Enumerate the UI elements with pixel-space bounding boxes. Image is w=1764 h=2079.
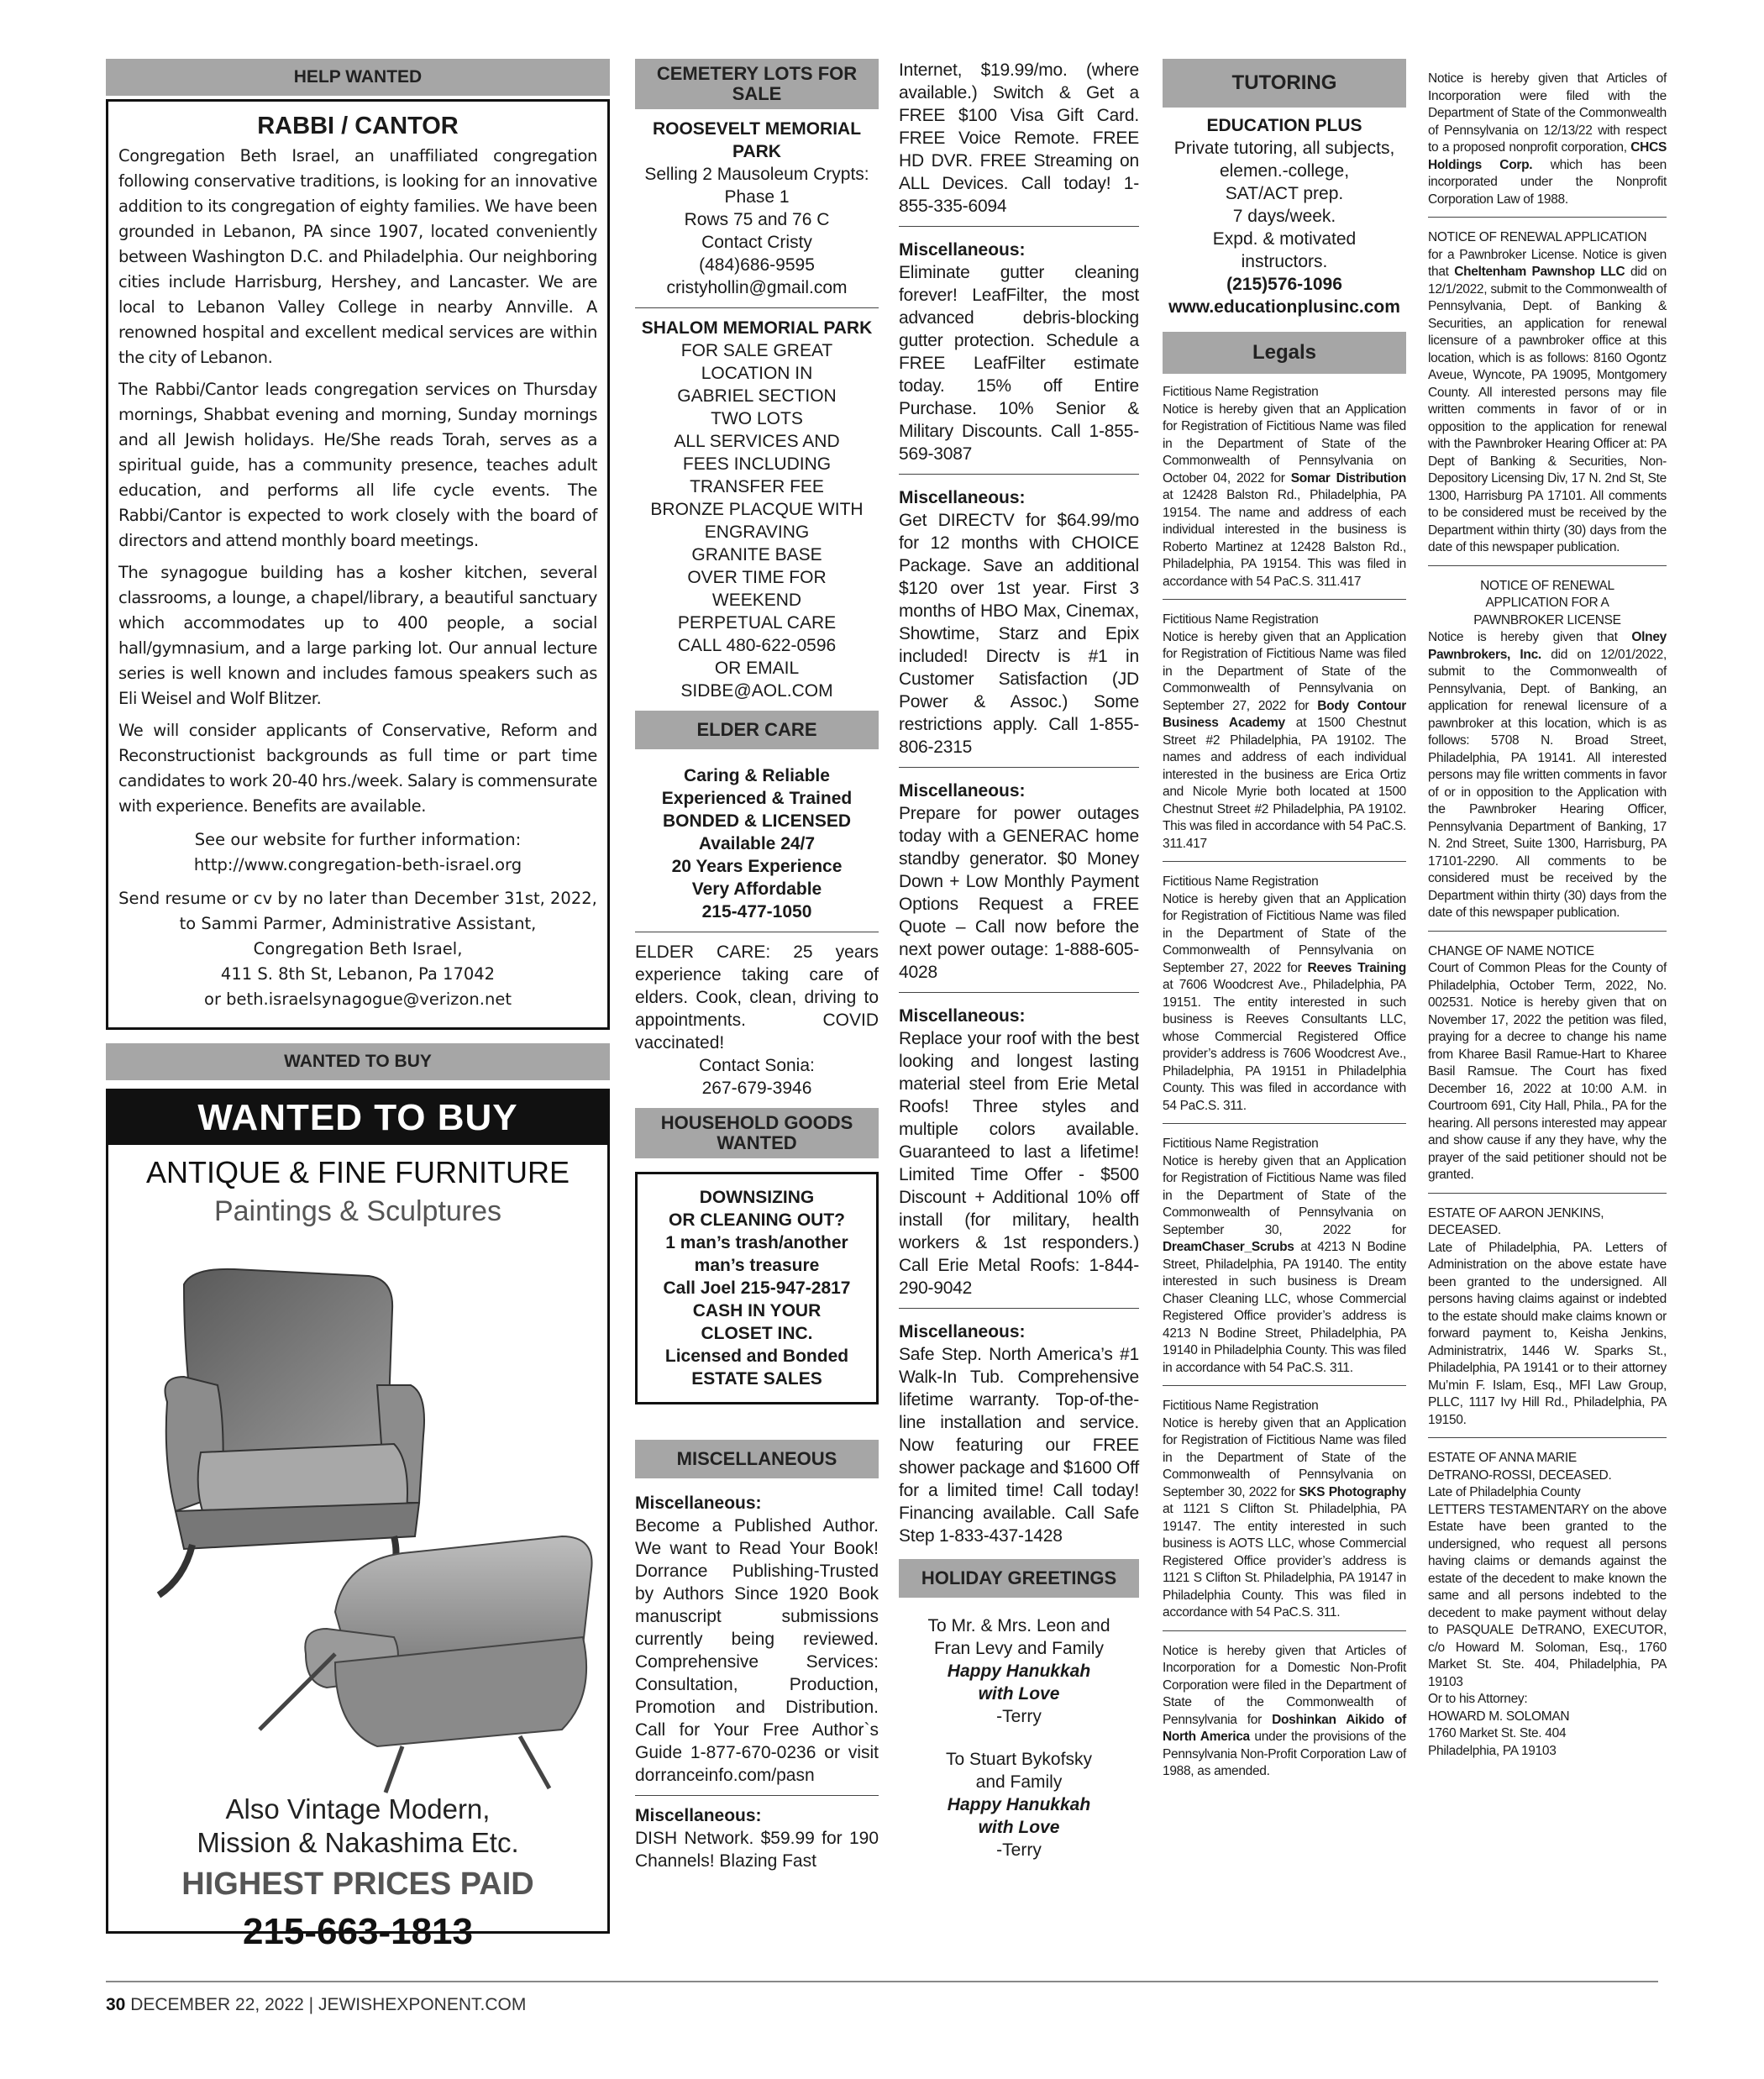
rabbi-website <box>118 827 597 878</box>
column-3 <box>899 59 1139 1861</box>
footer-divider <box>106 1981 1658 1982</box>
legal-notice <box>1428 71 1667 208</box>
tutoring-ad <box>1163 114 1406 318</box>
divider <box>635 1795 879 1796</box>
divider <box>1428 1193 1667 1194</box>
greeting-sign: -Terry <box>996 1707 1042 1726</box>
column-5 <box>1428 71 1667 1760</box>
vintage-line: Also Vintage Modern, <box>225 1793 491 1824</box>
legal-text: Notice is hereby given that an Application for Registration of Fictitious Name was filed in the Department of State of the Commonwealth of Pennsylvania on September 27, 2022 for <box>1163 891 1406 975</box>
shalom-line: GRANITE BASE <box>691 545 822 564</box>
elder-contact <box>635 1054 879 1100</box>
household-line: DOWNSIZING <box>699 1188 815 1207</box>
greeting-wish: with Love <box>978 1818 1060 1837</box>
buy-subtitle-2: Paintings & Sculptures <box>213 1195 502 1227</box>
legal-notice <box>1163 874 1406 1115</box>
send-line: to Sammi Parmer, Administrative Assistant, <box>179 914 537 933</box>
legal-title: DeTRANO-ROSSI, DECEASED. <box>1428 1467 1612 1483</box>
shalom-line: GABRIEL SECTION <box>677 386 837 406</box>
legal-text: Notice is hereby given that an Application for Registration of Fictitious Name was filed in the Department of State of the Commonwealth of Pennsylvania on October 04, 2022 for <box>1163 402 1406 486</box>
legal-business-name: SKS Photography <box>1299 1484 1406 1499</box>
divider <box>899 767 1139 768</box>
legals-header: Legals <box>1163 332 1406 374</box>
legal-business-name: Somar Distribution <box>1290 470 1406 486</box>
greeting-line: To Mr. & Mrs. Leon and <box>927 1616 1110 1635</box>
elder-care-text: ELDER CARE: 25 years experience taking care of elders. Cook, clean, driving to appointments. COVID vaccinated! <box>635 942 879 1053</box>
shalom-line: TWO LOTS <box>711 409 803 428</box>
legal-notice <box>1428 578 1667 922</box>
legal-notice <box>1163 384 1406 591</box>
dish-continued: Internet, $19.99/mo. (where available.) Switch & Get a FREE $100 Visa Gift Card. FREE Voice Remote. FREE HD DVR. FREE Streaming on ALL Devices. Call today! 1-855-335-6094 <box>899 60 1139 216</box>
roosevelt-ad <box>635 118 879 299</box>
divider <box>899 226 1139 227</box>
rabbi-paragraph-4: We will consider applicants of Conservative, Reform and Reconstructionist backgrounds as full time or part time candidates to work 20-40 hrs./week. Salary is commensurate with experience. Benefits are available. <box>118 721 597 816</box>
rabbi-paragraph-1: Congregation Beth Israel, an unaffiliated congregation following conservative traditions, is looking for an innovative addition to its congregation of eighty families. We have been grounded in Lebanon, PA since 1907, located conveniently between Washington D.C. and Philadelphia. Our neighboring cities include Harrisburg, Hershey, and Lancaster. We are local to Lebanon Valley College in nearby Annville. A renowned hospital and excellent medical services are within the city of Lebanon. <box>118 146 597 367</box>
household-line: 1 man’s trash/another <box>665 1233 848 1252</box>
rabbi-cantor-ad <box>106 99 610 1030</box>
shalom-line: ENGRAVING <box>704 522 810 542</box>
legal-line: Philadelphia, PA 19103 <box>1428 1743 1557 1758</box>
household-line: Licensed and Bonded <box>664 1347 849 1366</box>
legal-text: which has been incorporated under the Nonprofit Corporation Law of 1988. <box>1428 157 1667 207</box>
household-line: CASH IN YOUR <box>692 1301 822 1320</box>
misc-text: DISH Network. $59.99 for 190 Channels! Blazing Fast <box>635 1829 879 1871</box>
legal-business-name: Reeves Training <box>1307 960 1406 975</box>
cemetery-header: CEMETERY LOTS FOR SALE <box>635 59 879 109</box>
wanted-to-buy-header: WANTED TO BUY <box>106 1043 610 1080</box>
legal-notice <box>1163 1643 1406 1781</box>
legal-line: HOWARD M. SOLOMAN <box>1428 1709 1570 1724</box>
misc-text: Prepare for power outages today with a GENERAC home standby generator. $0 Money Down + Low Monthly Payment Options Request a FREE Quote – Call now before the next power outage: 1-888-605-4028 <box>899 804 1139 982</box>
divider <box>1163 1385 1406 1386</box>
legal-business-name: Cheltenham Pawnshop LLC <box>1454 265 1625 279</box>
legal-title: DECEASED. <box>1428 1223 1501 1237</box>
send-email[interactable]: or beth.israelsynagogue@verizon.net <box>204 990 512 1009</box>
tutoring-website[interactable]: www.educationplusinc.com <box>1168 297 1400 317</box>
buy-bottom-text <box>108 1793 607 1953</box>
legal-subtitle: Late of Philadelphia County <box>1428 1485 1581 1499</box>
legal-title: Fictitious Name Registration <box>1163 612 1319 627</box>
misc-text: Safe Step. North America’s #1 Walk-In Tub. Comprehensive lifetime warranty. Top-of-the-line installation and service. Now featuring our FREE shower package and $1600 Off for a limited time! Call today! Financing available. Call Safe Step 1-833-437-1428 <box>899 1345 1139 1546</box>
household-line: ESTATE SALES <box>691 1369 822 1389</box>
legal-text: Notice is hereby given that an Application for Registration of Fictitious Name was filed in the Department of State of the Commonwealth of Pennsylvania on September 30, 2022 for <box>1163 1153 1406 1237</box>
legal-text: did on 12/01/2022, submit to the Commonwealth of Pennsylvania, Dept. of Banking, an application for renewal licensure of a pawnbroker at this location, which is as follows: 5708 N. Broad Street, Philadelphia, PA 19141. All interested persons may file written comments in favor of or in opposition to the Application with the Pawnbroker Hearing Officer, Pennsylvania Department of Banking, 17 N. 2nd Street, Suite 1300, Harrisburg, PA 17101-2290. All comments to be considered must be received by the Department within thirty (30) days from the date of this newspaper publication. <box>1428 647 1667 920</box>
shalom-line: TRANSFER FEE <box>690 477 824 496</box>
household-line: OR CLEANING OUT? <box>669 1210 845 1230</box>
buy-subtitle: ANTIQUE & FINE FURNITURE <box>145 1155 570 1189</box>
tutoring-title: EDUCATION PLUS <box>1206 116 1362 135</box>
legal-title: APPLICATION FOR A <box>1485 596 1609 610</box>
roosevelt-line: Phase 1 <box>724 187 790 207</box>
misc-text: Eliminate gutter cleaning forever! LeafFilter, the most advanced debris-blocking gutter protection. Schedule a FREE LeafFilter estimate today. 15% off Entire Purchase. 10% Senior & Military Discounts. Call 1-855-569-3087 <box>899 263 1139 464</box>
legal-title: CHANGE OF NAME NOTICE <box>1428 943 1594 958</box>
shalom-title: SHALOM MEMORIAL PARK <box>641 318 873 338</box>
page-footer <box>106 1995 526 2015</box>
misc-text: Get DIRECTV for $64.99/mo for 12 months with CHOICE Package. Save an additional $120 over 1st year. First 3 months of HBO Max, Cinemax, Showtime, Starz and Epix included! Directv is #1 in Customer Satisfaction (JD Power & Assoc.) Some restrictions apply. Call 1-855-806-2315 <box>899 511 1139 757</box>
divider <box>1428 217 1667 218</box>
page-number: 30 <box>106 1995 126 2014</box>
divider <box>635 307 879 308</box>
modern-chair <box>260 1536 592 1793</box>
legal-business-name: Doshinkan Aikido of North America <box>1163 1712 1406 1744</box>
legal-notice <box>1163 612 1406 853</box>
shalom-line: FEES INCLUDING <box>682 454 832 474</box>
legal-business-name: CHCS Holdings Corp. <box>1428 140 1667 172</box>
greeting-line: Fran Levy and Family <box>934 1639 1104 1658</box>
misc-label: Miscellaneous: <box>899 781 1026 801</box>
elder-line: Available 24/7 <box>698 834 816 853</box>
divider <box>1428 931 1667 932</box>
legal-text: LETTERS TESTAMENTARY on the above Estate have been granted to the undersigned, who request all persons having claims or demands against the estate of the decedent to make known the same and all persons indebted to the decedent to make payment without delay to PASQUALE DeTRANO, EXECUTOR, c/o Howard M. Soloman, Esq., 1760 Market St. Ste. 404, Philadelphia, PA 19103 <box>1428 1502 1667 1689</box>
legal-line: 1760 Market St. Ste. 404 <box>1428 1726 1567 1740</box>
shalom-line: OR EMAIL <box>714 659 800 678</box>
legal-text: Notice is hereby given that <box>1428 630 1618 644</box>
legal-text: at 1121 S Clifton St. Philadelphia, PA 19147. The entity interested in such business is AOTS LLC, whose Commercial Registered Office provider’s address is 1121 S Clifton St. Philadelphia, PA 19147 in Philadelphia County. This was filed in accordance with 54 PaC.S. 311. <box>1163 1502 1406 1620</box>
legal-notice <box>1428 1205 1667 1430</box>
legal-text: for a Pawnbroker License. Notice is given that <box>1428 247 1667 279</box>
legal-text: at 12428 Balston Rd., Philadelphia, PA 19154. The name and address of each individual interested in the business is Roberto Martinez at 12428 Balston Rd., Philadelphia, PA 19154. This was filed in accordance with 54 PaC.S. 311.417 <box>1163 488 1406 589</box>
tutoring-line: 7 days/week. <box>1232 207 1336 226</box>
shalom-line: PERPETUAL CARE <box>677 613 837 633</box>
elder-line: 20 Years Experience <box>671 857 843 876</box>
household-line: man’s treasure <box>694 1256 820 1275</box>
divider <box>899 992 1139 993</box>
legal-title: NOTICE OF RENEWAL <box>1480 578 1614 593</box>
greeting-wish: Happy Hanukkah <box>947 1662 1091 1681</box>
tutoring-line: Private tutoring, all subjects, <box>1173 139 1395 158</box>
divider <box>899 1308 1139 1309</box>
site-link[interactable]: JEWISHEXPONENT.COM <box>318 1995 527 2014</box>
greeting-line: To Stuart Bykofsky <box>946 1750 1092 1769</box>
buy-title: WANTED TO BUY <box>108 1091 607 1145</box>
tutoring-phone: (215)576-1096 <box>1226 275 1342 294</box>
tutoring-line: instructors. <box>1241 252 1328 271</box>
buy-phone: 215-663-1813 <box>242 1911 473 1952</box>
greeting-line: and Family <box>975 1772 1063 1792</box>
elder-phone: 215-477-1050 <box>701 902 812 921</box>
household-line: CLOSET INC. <box>701 1324 813 1343</box>
armchair-illustration <box>125 1259 596 1797</box>
legal-business-name: DreamChaser_Scrubs <box>1163 1240 1294 1254</box>
legal-notice <box>1428 943 1667 1184</box>
legal-text: Late of Philadelphia, PA. Letters of Administration on the above estate have been granted to the undersigned. All persons having claims against or indebted to the estate should make claims known or forward payment to, Keisha Jenkins, Administratrix, 1446 W. Sparks St., Philadelphia, PA 19141 or to their attorney Mu’min F. Islam, Esq., MFI Law Group, PLLC, 1117 Ivy Hill Rd., Philadelphia, PA 19150. <box>1428 1240 1667 1427</box>
shalom-line: FOR SALE GREAT <box>680 341 833 360</box>
divider <box>1163 599 1406 600</box>
website-url[interactable]: http://www.congregation-beth-israel.org <box>193 855 522 874</box>
column-4 <box>1163 59 1406 1781</box>
shalom-line: ALL SERVICES AND <box>674 432 840 451</box>
wanted-to-buy-ad <box>106 1089 610 1952</box>
divider <box>899 474 1139 475</box>
divider <box>1428 565 1667 566</box>
shalom-line: CALL 480-622-0596 <box>677 636 837 655</box>
roosevelt-email[interactable]: cristyhollin@gmail.com <box>666 278 848 297</box>
legal-text: Notice is hereby given that Articles of Incorporation were filed with the Department of State of the Commonwealth of Pennsylvania on 12/13/22 with respect to a proposed nonprofit corporation, <box>1428 71 1667 155</box>
legal-title: Fictitious Name Registration <box>1163 1137 1319 1151</box>
send-line: Send resume or cv by no later than December 31st, 2022, <box>118 889 597 908</box>
column-2 <box>635 59 879 1872</box>
tutoring-header: TUTORING <box>1163 59 1406 108</box>
divider <box>1163 1123 1406 1124</box>
divider <box>1163 861 1406 862</box>
legal-notice <box>1428 229 1667 557</box>
divider <box>1163 1630 1406 1631</box>
tutoring-line: Expd. & motivated <box>1212 229 1357 249</box>
recliner-chair <box>159 1269 424 1595</box>
rabbi-paragraph-2: The Rabbi/Cantor leads congregation services on Thursday mornings, Shabbat evening and morning, Sunday mornings and all Jewish holidays. He/She reads Torah, serves as a spiritual guide, has a community presence, teaches adult education, and performs all life cycle events. The Rabbi/Cantor is expected to work closely with the board of directors and attend monthly board meetings. <box>118 380 597 550</box>
misc-text: Replace your roof with the best looking and longest lasting material steel from Erie Metal Roofs! Three styles and multiple colors available. Guaranteed to last a lifetime! Limited Time Offer - $500 Discount + Additional 10% off install (for military, health workers & 1st responders.) Call Erie Metal Roofs: 1-844-290-9042 <box>899 1029 1139 1298</box>
misc-label: Miscellaneous: <box>899 240 1026 260</box>
roosevelt-line: Rows 75 and 76 C <box>684 210 830 229</box>
elder-contact-label: Contact Sonia: <box>699 1056 815 1075</box>
legal-title: Fictitious Name Registration <box>1163 385 1319 399</box>
legal-title: NOTICE OF RENEWAL APPLICATION <box>1428 230 1647 244</box>
misc-text: Become a Published Author. We want to Read Your Book! Dorrance Publishing-Trusted by Authors Since 1920 Book manuscript submissions currently being reviewed. Comprehensive Services: Consultation, Production, Promotion and Distribution. Call for Your Free Author`s Guide 1-877-670-0236 or visit dorranceinfo.com/pasn <box>635 1516 879 1785</box>
tutoring-line: SAT/ACT prep. <box>1225 184 1344 203</box>
elder-care-header: ELDER CARE <box>635 711 879 749</box>
elder-line: Caring & Reliable <box>684 766 830 785</box>
legal-notice <box>1163 1136 1406 1377</box>
shalom-line: LOCATION IN <box>701 364 813 383</box>
legal-text: at 1500 Chestnut Street #2 Philadelphia, PA 19102. The names and address of each individual interested in the business are Erica Ortiz and Nicole Myrie both located at 1500 Chestnut Street #2 Philadelphia, PA 19102. This was filed in accordance with 54 PaC.S. 311.417 <box>1163 716 1406 851</box>
legal-title: Fictitious Name Registration <box>1163 874 1319 889</box>
roosevelt-line: (484)686-9595 <box>699 255 815 275</box>
greeting-wish: Happy Hanukkah <box>947 1795 1091 1814</box>
greeting-wish: with Love <box>978 1684 1060 1704</box>
elder-contact-phone: 267-679-3946 <box>701 1079 812 1098</box>
greeting-sign: -Terry <box>996 1840 1042 1860</box>
footer-separator: | <box>308 1995 314 2014</box>
misc-label: Miscellaneous: <box>899 488 1026 507</box>
legal-title: ESTATE OF AARON JENKINS, <box>1428 1205 1604 1221</box>
legal-text: Notice is hereby given that an Application for Registration of Fictitious Name was filed in the Department of State of the Commonwealth of Pennsylvania on September 27, 2022 for <box>1163 629 1406 713</box>
elder-line: Very Affordable <box>691 879 822 899</box>
shalom-line: OVER TIME FOR <box>687 568 827 587</box>
highest-prices: HIGHEST PRICES PAID <box>181 1866 534 1902</box>
legal-title: Fictitious Name Registration <box>1163 1399 1319 1413</box>
elder-care-ad <box>635 764 879 923</box>
household-header: HOUSEHOLD GOODS WANTED <box>635 1108 879 1158</box>
misc-label: Miscellaneous: <box>899 1006 1026 1026</box>
vintage-line-2: Mission & Nakashima Etc. <box>197 1827 519 1858</box>
legal-title: PAWNBROKER LICENSE <box>1473 612 1621 627</box>
misc-label: Miscellaneous: <box>635 1494 762 1513</box>
household-line: Call Joel 215-947-2817 <box>663 1278 851 1298</box>
legal-text: Notice is hereby given that an Application for Registration of Fictitious Name was filed in the Department of State of the Commonwealth of Pennsylvania on September 30, 2022 for <box>1163 1415 1406 1499</box>
legal-text: Court of Common Pleas for the County of Philadelphia, October Term, 2022, No. 002531. Notice is hereby given that on November 17, 2022 the petition was filed, praying for a decree to change his name from Kharee Basil Ramue-Hart to Kharee Basil Ramsue. The Court has fixed December 16, 2022 at 10:00 A.M. in Courtroom 691, City Hall, Phila., PA for the hearing. All persons interested may appear and show cause if any they have, why the prayer of the said petitioner should not be granted. <box>1428 961 1667 1182</box>
miscellaneous-header: MISCELLANEOUS <box>635 1440 879 1478</box>
elder-line: Experienced & Trained <box>661 789 853 808</box>
household-ad <box>635 1172 879 1404</box>
shalom-ad <box>635 317 879 702</box>
legal-notice <box>1428 1450 1667 1760</box>
legal-business-name: Body Contour Business Academy <box>1163 698 1406 730</box>
roosevelt-line: Contact Cristy <box>701 233 812 252</box>
holiday-header: HOLIDAY GREETINGS <box>899 1559 1139 1598</box>
legal-notice <box>1163 1398 1406 1622</box>
shalom-email[interactable]: SIDBE@AOL.COM <box>680 681 833 701</box>
roosevelt-line: Selling 2 Mausoleum Crypts: <box>644 165 869 184</box>
legal-title: ESTATE OF ANNA MARIE <box>1428 1451 1577 1465</box>
elder-line: BONDED & LICENSED <box>662 811 852 831</box>
greeting-2 <box>899 1748 1139 1861</box>
shalom-line: WEEKEND <box>711 591 802 610</box>
legal-business-name: Olney Pawnbrokers, Inc. <box>1428 630 1667 662</box>
shalom-line: BRONZE PLACQUE WITH <box>650 500 864 519</box>
column-1 <box>106 59 610 1952</box>
legal-text: at 4213 N Bodine Street, Philadelphia, PA 19140. The entity interested in such business is Dream Chaser Cleaning LLC, whose Commercial Registered Office provider’s address is 4213 N Bodine Street, Philadelphia, PA 19140 in Philadelphia County. This was filed in accordance with 54 PaC.S. 311. <box>1163 1240 1406 1375</box>
rabbi-title: RABBI / CANTOR <box>257 113 459 139</box>
issue-date: DECEMBER 22, 2022 <box>130 1995 304 2014</box>
website-line: See our website for further information: <box>194 830 522 849</box>
help-wanted-header: HELP WANTED <box>106 59 610 96</box>
tutoring-line: elemen.-college, <box>1219 161 1350 181</box>
rabbi-paragraph-3: The synagogue building has a kosher kitchen, several classrooms, a lounge, a chapel/library, a beautiful sanctuary which accommodates up to 400 people, a social hall/gymnasium, and a large parking lot. Our annual lecture series is well known and includes famous speakers such as Eli Weisel and Wolf Blitzer. <box>118 563 597 708</box>
rabbi-send-info <box>118 886 597 1012</box>
roosevelt-title: ROOSEVELT MEMORIAL PARK <box>652 119 862 161</box>
legal-text: did on 12/1/2022, submit to the Commonwealth of Pennsylvania, Dept. of Banking & Securities, an application for renewal licensure of a pawnbroker office at this location, which is as follows: 8160 Ogontz Aveue, Wyncote, PA 19095, Montgomery County. All interested persons may file written comments in favor of or in opposition to the application for renewal with the Pawnbroker Hearing Officer at: PA Dept of Banking & Securities, Non-Depository Licensing Div, 17 N. 2nd St, Ste 1300, Harrisburg PA 17101. All comments to be considered must be received by the Department within thirty (30) days from the date of this newspaper publication. <box>1428 265 1667 554</box>
send-line: 411 S. 8th St, Lebanon, Pa 17042 <box>220 964 496 984</box>
misc-label: Miscellaneous: <box>635 1806 762 1825</box>
legal-text: under the provisions of the Pennsylvania Non-Profit Corporation Law of 1988, as amended. <box>1163 1730 1406 1778</box>
legal-text: Notice is hereby given that Articles of Incorporation for a Domestic Non-Profit Corporation were filed in the Department of State of the Commonwealth of Pennsylvania for <box>1163 1643 1406 1727</box>
send-line: Congregation Beth Israel, <box>253 939 463 958</box>
misc-label: Miscellaneous: <box>899 1322 1026 1341</box>
legal-text: at 7606 Woodcrest Ave., Philadelphia, PA 19151. The entity interested in such business is Reeves Consultants LLC, whose Commercial Registered Office provider’s address is 7606 Woodcrest Ave., Philadelphia, PA 19151 in Philadelphia County. This was filed in accordance with 54 PaC.S. 311. <box>1163 978 1406 1113</box>
divider <box>1428 1437 1667 1438</box>
greeting-1 <box>899 1614 1139 1728</box>
legal-line: Or to his Attorney: <box>1428 1692 1528 1706</box>
